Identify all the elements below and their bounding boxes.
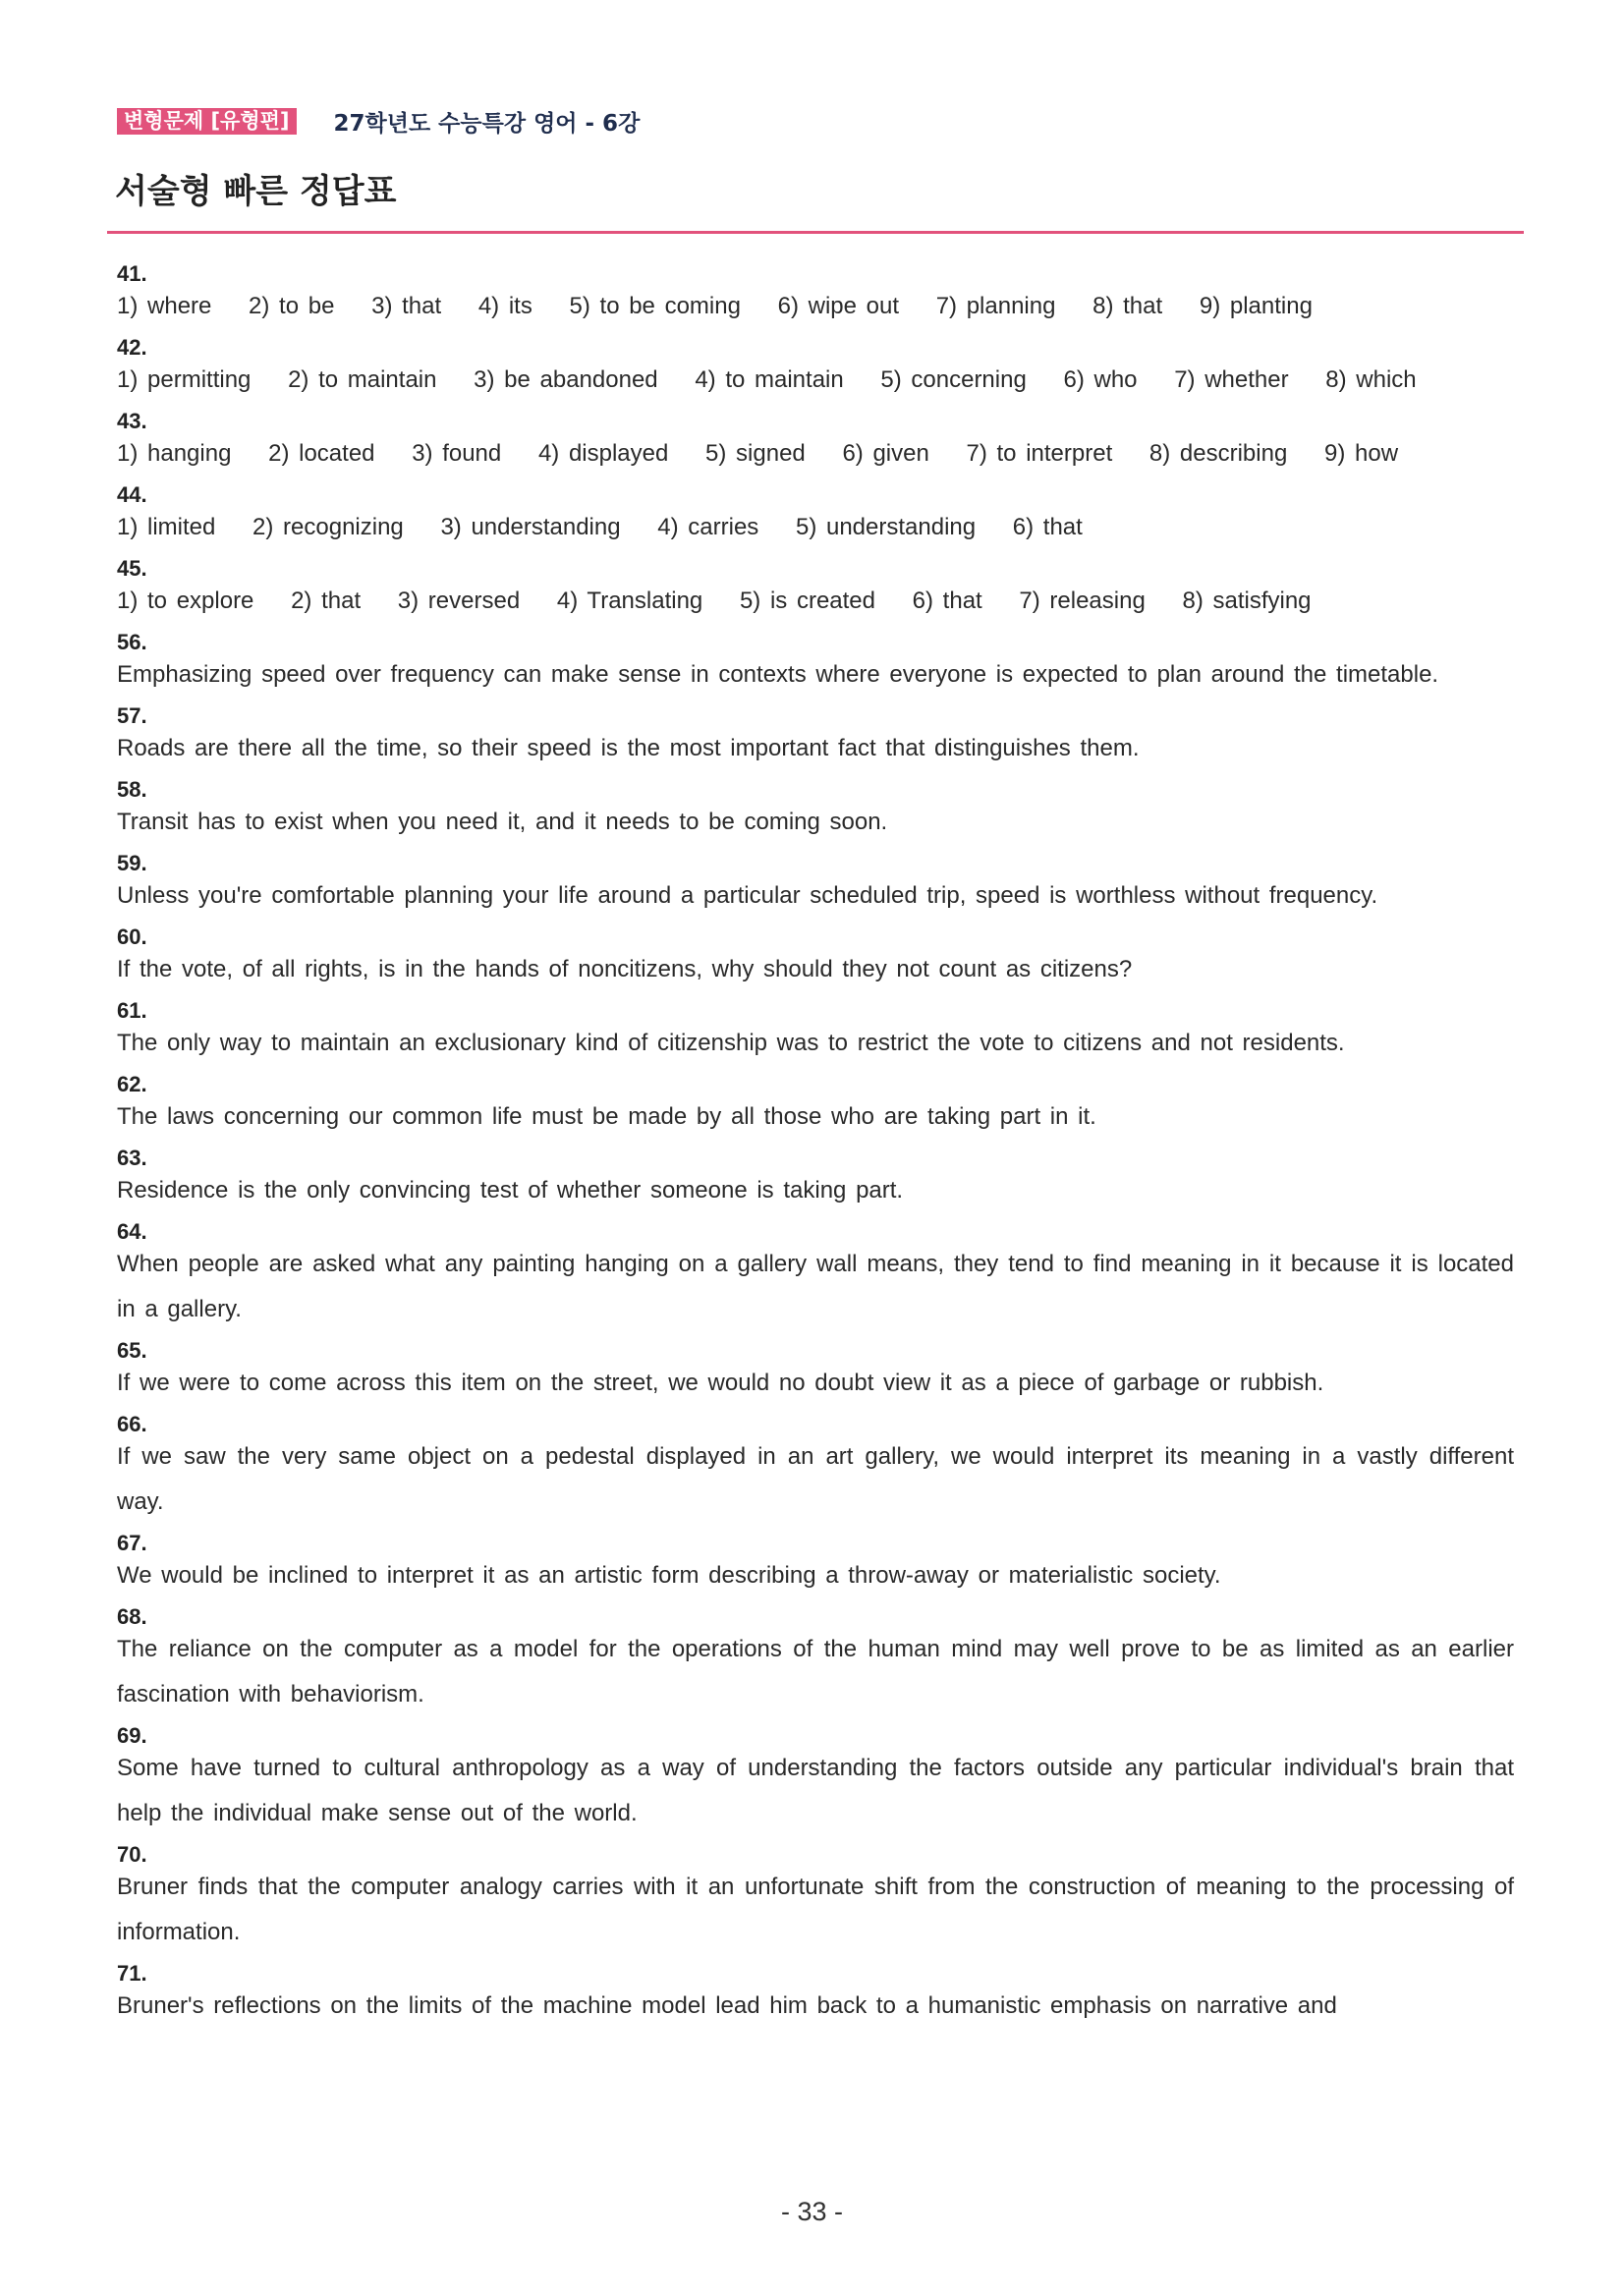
question-number: 56. [117, 630, 147, 654]
answer-group [117, 478, 1514, 550]
answer-line [117, 579, 1514, 624]
answer-item: 1) where [117, 293, 212, 319]
question-number: 43. [117, 409, 147, 433]
question-number: 44. [117, 482, 147, 507]
answer-group [117, 700, 1514, 771]
course-title: 27학년도 수능특강 영어 - 6강 [333, 110, 641, 137]
question-number: 67. [117, 1531, 147, 1555]
answer-item: 9) how [1323, 440, 1399, 467]
question-number: 62. [117, 1072, 147, 1096]
question-number: 68. [117, 1604, 147, 1629]
answer-group [117, 1068, 1514, 1140]
answer-sentence: Residence is the only convincing test of whether someone is taking part. [117, 1177, 904, 1204]
answer-group [117, 1838, 1514, 1955]
answer-item: 7) releasing [1019, 588, 1146, 614]
answer-group [117, 1957, 1514, 2029]
answer-item: 1) hanging [117, 440, 232, 467]
answer-sentence: Transit has to exist when you need it, and it needs to be coming soon. [117, 809, 888, 835]
answer-item: 3) that [371, 293, 442, 319]
answer-sentence: When people are asked what any painting hanging on a gallery wall means, they tend to find meaning in it because it is located in a gallery. [117, 1251, 1514, 1322]
answer-item: 7) whether [1174, 366, 1289, 393]
page-header [117, 106, 640, 136]
answer-item: 5) understanding [795, 514, 977, 540]
answer-item: 9) planting [1199, 293, 1313, 319]
answer-sentence: The laws concerning our common life must be made by all those who are taking part in it. [117, 1103, 1096, 1130]
answer-item: 4) to maintain [695, 366, 844, 393]
answer-group [117, 1334, 1514, 1406]
answer-item: 6) given [842, 440, 929, 467]
answer-item: 4) displayed [537, 440, 669, 467]
answer-item: 3) reversed [397, 588, 521, 614]
answer-item: 8) describing [1148, 440, 1288, 467]
answer-item: 6) who [1063, 366, 1138, 393]
answer-item: 5) is created [739, 588, 875, 614]
answer-sentence: Some have turned to cultural anthropology as a way of understanding the factors outside any particular individual's brain that help the individual make sense out of the world. [117, 1755, 1514, 1826]
answer-group [117, 1142, 1514, 1213]
question-number: 41. [117, 261, 147, 286]
answer-group [117, 1527, 1514, 1598]
answer-group [117, 1408, 1514, 1525]
title-divider [107, 231, 1524, 234]
question-number: 42. [117, 335, 147, 360]
answer-item: 6) wipe out [777, 293, 900, 319]
answer-item: 6) that [912, 588, 982, 614]
answer-group [117, 994, 1514, 1066]
answer-list [117, 257, 1514, 2031]
answer-item: 8) that [1092, 293, 1163, 319]
answer-item: 2) recognizing [252, 514, 404, 540]
answer-item: 4) carries [657, 514, 759, 540]
question-number: 63. [117, 1146, 147, 1170]
answer-item: 2) that [291, 588, 362, 614]
question-number: 59. [117, 851, 147, 875]
answer-item: 2) located [268, 440, 375, 467]
question-number: 61. [117, 998, 147, 1023]
answer-sentence: If we saw the very same object on a pedestal displayed in an art gallery, we would interpret its meaning in a vastly different way. [117, 1443, 1514, 1515]
answer-item: 2) to maintain [288, 366, 437, 393]
answer-item: 3) found [412, 440, 502, 467]
answer-sentence: Bruner's reflections on the limits of the machine model lead him back to a humanistic emphasis on narrative and [117, 1992, 1337, 2019]
answer-group [117, 1215, 1514, 1332]
answer-item: 5) concerning [880, 366, 1027, 393]
answer-item: 4) Translating [556, 588, 703, 614]
answer-sentence: Emphasizing speed over frequency can make sense in contexts where everyone is expected to plan around the timetable. [117, 661, 1439, 688]
answer-line [117, 284, 1514, 329]
answer-item: 1) permitting [117, 366, 252, 393]
answer-item: 5) to be coming [569, 293, 741, 319]
question-number: 65. [117, 1338, 147, 1363]
answer-item: 3) be abandoned [474, 366, 658, 393]
answer-item: 8) satisfying [1182, 588, 1312, 614]
question-number: 69. [117, 1723, 147, 1748]
question-number: 70. [117, 1842, 147, 1867]
page-title: 서술형 빠른 정답표 [115, 172, 397, 211]
answer-group [117, 626, 1514, 698]
question-number: 64. [117, 1219, 147, 1244]
question-number: 60. [117, 924, 147, 949]
answer-item: 1) limited [117, 514, 216, 540]
answer-sentence: If the vote, of all rights, is in the hands of noncitizens, why should they not count as citizens? [117, 956, 1133, 982]
answer-group [117, 773, 1514, 845]
answer-group [117, 405, 1514, 476]
answer-group [117, 1600, 1514, 1717]
question-number: 57. [117, 703, 147, 728]
answer-item: 4) its [477, 293, 532, 319]
answer-item: 5) signed [705, 440, 806, 467]
answer-sentence: Roads are there all the time, so their speed is the most important fact that distinguishes them. [117, 735, 1140, 761]
answer-item: 6) that [1012, 514, 1083, 540]
answer-item: 7) planning [935, 293, 1056, 319]
answer-sentence: The only way to maintain an exclusionary kind of citizenship was to restrict the vote to citizens and not residents. [117, 1030, 1345, 1056]
answer-item: 3) understanding [440, 514, 621, 540]
answer-item: 1) to explore [117, 588, 254, 614]
answer-group [117, 552, 1514, 624]
answer-line [117, 358, 1514, 403]
answer-sentence: If we were to come across this item on the street, we would no doubt view it as a piece of garbage or rubbish. [117, 1370, 1324, 1396]
answer-sentence: Bruner finds that the computer analogy carries with it an unfortunate shift from the construction of meaning to the processing of information. [117, 1874, 1514, 1945]
answer-line [117, 431, 1514, 476]
answer-sentence: We would be inclined to interpret it as an artistic form describing a throw-away or materialistic society. [117, 1562, 1221, 1589]
answer-group [117, 921, 1514, 992]
answer-item: 8) which [1325, 366, 1417, 393]
question-number: 66. [117, 1412, 147, 1436]
question-number: 45. [117, 556, 147, 581]
answer-group [117, 331, 1514, 403]
question-number: 71. [117, 1961, 147, 1986]
answer-item: 2) to be [249, 293, 335, 319]
answer-item: 7) to interpret [966, 440, 1113, 467]
answer-line [117, 505, 1514, 550]
answer-group [117, 847, 1514, 919]
section-tag: 변형문제 [유형편] [117, 108, 297, 135]
answer-sentence: Unless you're comfortable planning your life around a particular scheduled trip, speed is worthless without frequency. [117, 882, 1378, 909]
page-number: - 33 - [780, 2197, 844, 2226]
question-number: 58. [117, 777, 147, 802]
answer-group [117, 1719, 1514, 1836]
answer-sentence: The reliance on the computer as a model for the operations of the human mind may well prove to be as limited as an earlier fascination with behaviorism. [117, 1636, 1514, 1708]
answer-group [117, 257, 1514, 329]
